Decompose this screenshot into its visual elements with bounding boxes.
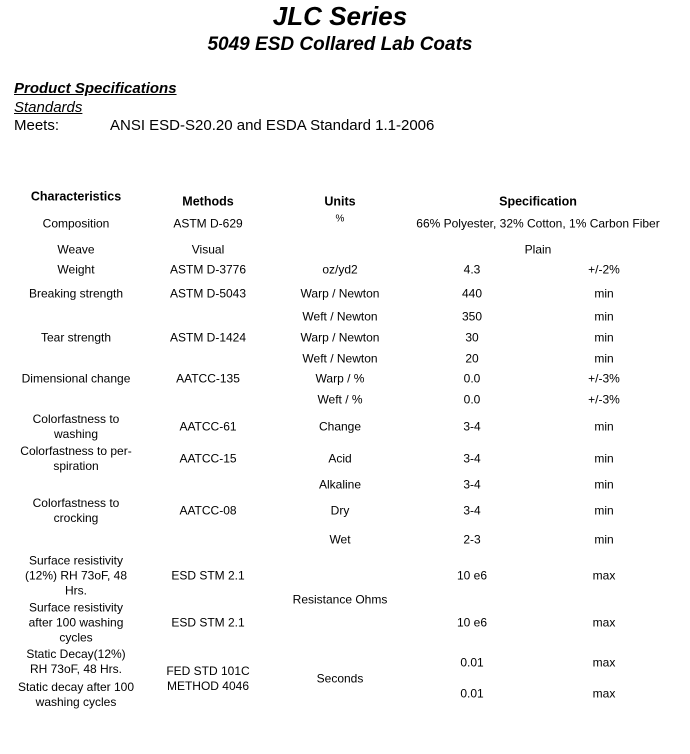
table-cell: Visual	[191, 242, 225, 257]
table-cell: Colorfastness to per- spiration	[20, 444, 132, 473]
table-cell: 10 e6	[456, 568, 488, 583]
table-cell: Weft / Newton	[302, 309, 378, 324]
table-cell: max	[592, 615, 616, 630]
table-cell: AATCC-15	[179, 451, 237, 466]
table-cell: 20	[465, 351, 479, 366]
standards-heading: Standards	[14, 99, 83, 116]
table-cell: Tear strength	[40, 330, 112, 345]
table-cell: Weft / Newton	[302, 351, 378, 366]
table-cell: max	[592, 568, 616, 583]
table-cell: +/-3%	[588, 392, 620, 407]
table-cell: Weight	[57, 262, 95, 277]
page-subtitle: 5049 ESD Collared Lab Coats	[207, 34, 473, 55]
table-cell: 3-4	[463, 419, 481, 434]
table-cell: ASTM D-3776	[169, 262, 247, 277]
header-methods: Methods	[182, 194, 234, 209]
table-cell: 30	[465, 330, 479, 345]
table-cell: FED STD 101C METHOD 4046	[166, 664, 250, 693]
page-title: JLC Series	[272, 1, 408, 31]
table-cell: Breaking strength	[28, 286, 124, 301]
table-cell: min	[594, 477, 614, 492]
table-cell: Plain	[524, 242, 552, 257]
table-cell: ASTM D-629	[173, 216, 243, 231]
table-cell: 10 e6	[456, 615, 488, 630]
table-cell: ASTM D-5043	[169, 286, 247, 301]
table-cell: Surface resistivity after 100 washing cycles	[28, 600, 124, 645]
table-cell: Weave	[57, 242, 95, 257]
table-cell: +/-2%	[588, 262, 620, 277]
table-cell: Surface resistivity (12%) RH 73oF, 48 Hrs.	[24, 553, 128, 598]
table-cell: Colorfastness to washing	[32, 412, 120, 441]
table-cell: 0.01	[460, 655, 484, 670]
table-cell: Change	[318, 419, 362, 434]
table-cell: max	[592, 686, 616, 701]
table-cell: min	[594, 503, 614, 518]
table-cell: Resistance Ohms	[292, 592, 388, 607]
table-cell: Seconds	[316, 671, 364, 686]
table-cell: 0.0	[463, 392, 481, 407]
table-cell: AATCC-135	[176, 371, 240, 386]
table-cell: Wet	[329, 532, 351, 547]
header-specification: Specification	[499, 194, 577, 209]
table-cell: Dry	[330, 503, 350, 518]
table-cell: %	[335, 213, 345, 225]
table-cell: Static decay after 100 washing cycles	[17, 680, 135, 709]
table-cell: max	[592, 655, 616, 670]
table-cell: oz/yd2	[322, 262, 358, 277]
table-cell: min	[594, 351, 614, 366]
table-cell: Colorfastness to crocking	[32, 496, 120, 525]
table-cell: +/-3%	[588, 371, 620, 386]
table-cell: Warp / %	[315, 371, 365, 386]
table-cell: 4.3	[463, 262, 481, 277]
meets-value: ANSI ESD-S20.20 and ESDA Standard 1.1-2006	[110, 117, 435, 134]
table-cell: 0.0	[463, 371, 481, 386]
table-cell: ESD STM 2.1	[171, 615, 245, 630]
table-cell: 440	[461, 286, 483, 301]
header-characteristics: Characteristics	[30, 189, 122, 204]
table-cell: 0.01	[460, 686, 484, 701]
table-cell: Warp / Newton	[300, 330, 380, 345]
table-cell: 3-4	[463, 451, 481, 466]
table-cell: min	[594, 286, 614, 301]
table-cell: min	[594, 532, 614, 547]
table-cell: min	[594, 330, 614, 345]
table-cell: Dimensional change	[21, 371, 131, 386]
meets-label: Meets:	[14, 117, 60, 134]
table-cell: 350	[461, 309, 483, 324]
table-cell: 66% Polyester, 32% Cotton, 1% Carbon Fiber	[416, 216, 660, 231]
table-cell: 3-4	[463, 503, 481, 518]
table-cell: AATCC-08	[179, 503, 237, 518]
table-cell: min	[594, 419, 614, 434]
table-cell: 3-4	[463, 477, 481, 492]
table-cell: 2-3	[463, 532, 481, 547]
table-cell: AATCC-61	[179, 419, 237, 434]
table-cell: Acid	[328, 451, 352, 466]
header-units: Units	[324, 194, 356, 209]
product-specifications-heading: Product Specifications	[14, 80, 177, 97]
table-cell: min	[594, 309, 614, 324]
table-cell: Warp / Newton	[300, 286, 380, 301]
table-cell: ESD STM 2.1	[171, 568, 245, 583]
table-cell: Alkaline	[318, 477, 362, 492]
table-cell: Static Decay(12%) RH 73oF, 48 Hrs.	[26, 647, 126, 676]
table-cell: Weft / %	[317, 392, 363, 407]
table-cell: Composition	[42, 216, 110, 231]
table-cell: min	[594, 451, 614, 466]
table-cell: ASTM D-1424	[169, 330, 247, 345]
